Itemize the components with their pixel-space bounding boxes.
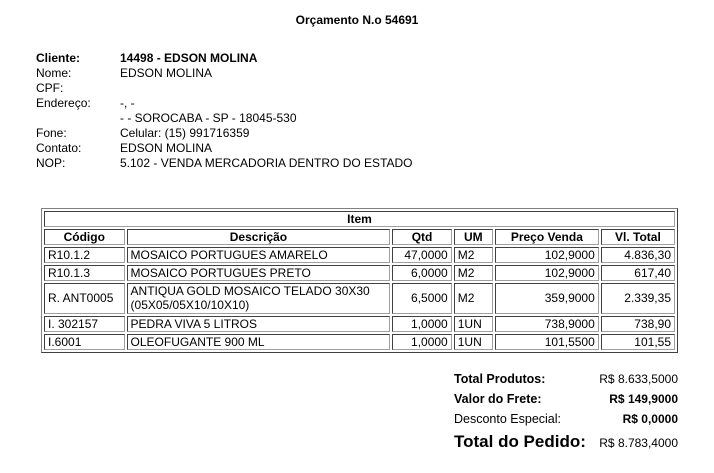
customer-info [36,51,413,171]
col-um: UM [454,229,493,245]
cliente-label: Cliente: [36,51,81,65]
cell-preco: 102,9000 [495,247,599,263]
cell-qtd: 6,0000 [392,265,451,281]
cliente-row [36,51,413,66]
total-pedido-row [454,432,678,452]
nome-row [36,66,413,81]
col-codigo: Código [44,229,125,245]
col-descricao: Descrição [127,229,391,245]
cell-descricao: ANTIQUA GOLD MOSAICO TELADO 30X30 (05X05/05X10/10X10) [127,283,391,314]
cell-descricao: MOSAICO PORTUGUES PRETO [127,265,391,281]
cell-descricao: OLEOFUGANTE 900 ML [127,334,391,350]
page-title: Orçamento N.o 54691 [295,13,419,27]
col-total: Vl. Total [601,229,675,245]
cell-qtd: 47,0000 [392,247,451,263]
cell-um: M2 [454,283,493,314]
cell-qtd: 1,0000 [392,316,451,332]
table-row [44,247,675,263]
valor-frete-label: Valor do Frete: [454,392,542,406]
cell-preco: 359,9000 [495,283,599,314]
cell-codigo: R. ANT0005 [44,283,125,314]
cpf-row [36,81,413,96]
endereco-row [36,96,413,111]
valor-frete-value: R$ 149,9000 [609,392,678,406]
cell-qtd: 6,5000 [392,283,451,314]
group-header: Item [44,211,675,227]
cell-um: M2 [454,265,493,281]
cell-preco: 101,5500 [495,334,599,350]
table-row [44,265,675,281]
cell-preco: 102,9000 [495,265,599,281]
cell-total: 4.836,30 [601,247,675,263]
table-row [44,334,675,350]
fone-row [36,126,413,141]
endereco-line1: -, - [120,96,135,110]
nome-label: Nome: [36,66,72,80]
cell-preco: 738,9000 [495,316,599,332]
endereco-row-2 [36,111,413,126]
table-row [44,283,675,314]
cell-total: 738,90 [601,316,675,332]
cliente-value: 14498 - EDSON MOLINA [120,51,258,65]
cell-total: 2.339,35 [601,283,675,314]
col-qtd: Qtd [392,229,451,245]
items-table [41,208,678,353]
contato-label: Contato: [36,141,82,155]
cell-um: M2 [454,247,493,263]
endereco-spacer [36,111,120,126]
cell-um: 1UN [454,334,493,350]
fone-label: Fone: [36,126,67,140]
total-produtos-row [454,372,678,392]
desconto-row [454,412,678,432]
nome-value: EDSON MOLINA [120,66,213,80]
cell-qtd: 1,0000 [392,334,451,350]
contato-value: EDSON MOLINA [120,141,213,155]
endereco-line2: - - SOROCABA - SP - 18045-530 [120,111,297,125]
cell-codigo: I.6001 [44,334,125,350]
cell-total: 101,55 [601,334,675,350]
valor-frete-row [454,392,678,412]
cell-total: 617,40 [601,265,675,281]
fone-value: Celular: (15) 991716359 [120,126,250,140]
endereco-label: Endereço: [36,96,91,110]
totals-block [454,372,678,452]
cell-descricao: PEDRA VIVA 5 LITROS [127,316,391,332]
cell-um: 1UN [454,316,493,332]
group-header-row [44,211,675,227]
cell-codigo: R10.1.3 [44,265,125,281]
desconto-value: R$ 0,0000 [622,412,678,426]
cpf-label: CPF: [36,81,64,95]
nop-row [36,156,413,171]
col-preco: Preço Venda [495,229,599,245]
table-row [44,316,675,332]
nop-label: NOP: [36,156,66,170]
total-produtos-label: Total Produtos: [454,372,546,386]
column-header-row [44,229,675,245]
cell-codigo: R10.1.2 [44,247,125,263]
total-pedido-label: Total do Pedido: [454,432,586,451]
desconto-label: Desconto Especial: [454,412,562,426]
cell-codigo: I. 302157 [44,316,125,332]
cell-descricao: MOSAICO PORTUGUES AMARELO [127,247,391,263]
contato-row [36,141,413,156]
nop-value: 5.102 - VENDA MERCADORIA DENTRO DO ESTADO [120,156,413,170]
total-produtos-value: R$ 8.633,5000 [599,372,678,386]
total-pedido-value: R$ 8.783,4000 [599,436,678,450]
